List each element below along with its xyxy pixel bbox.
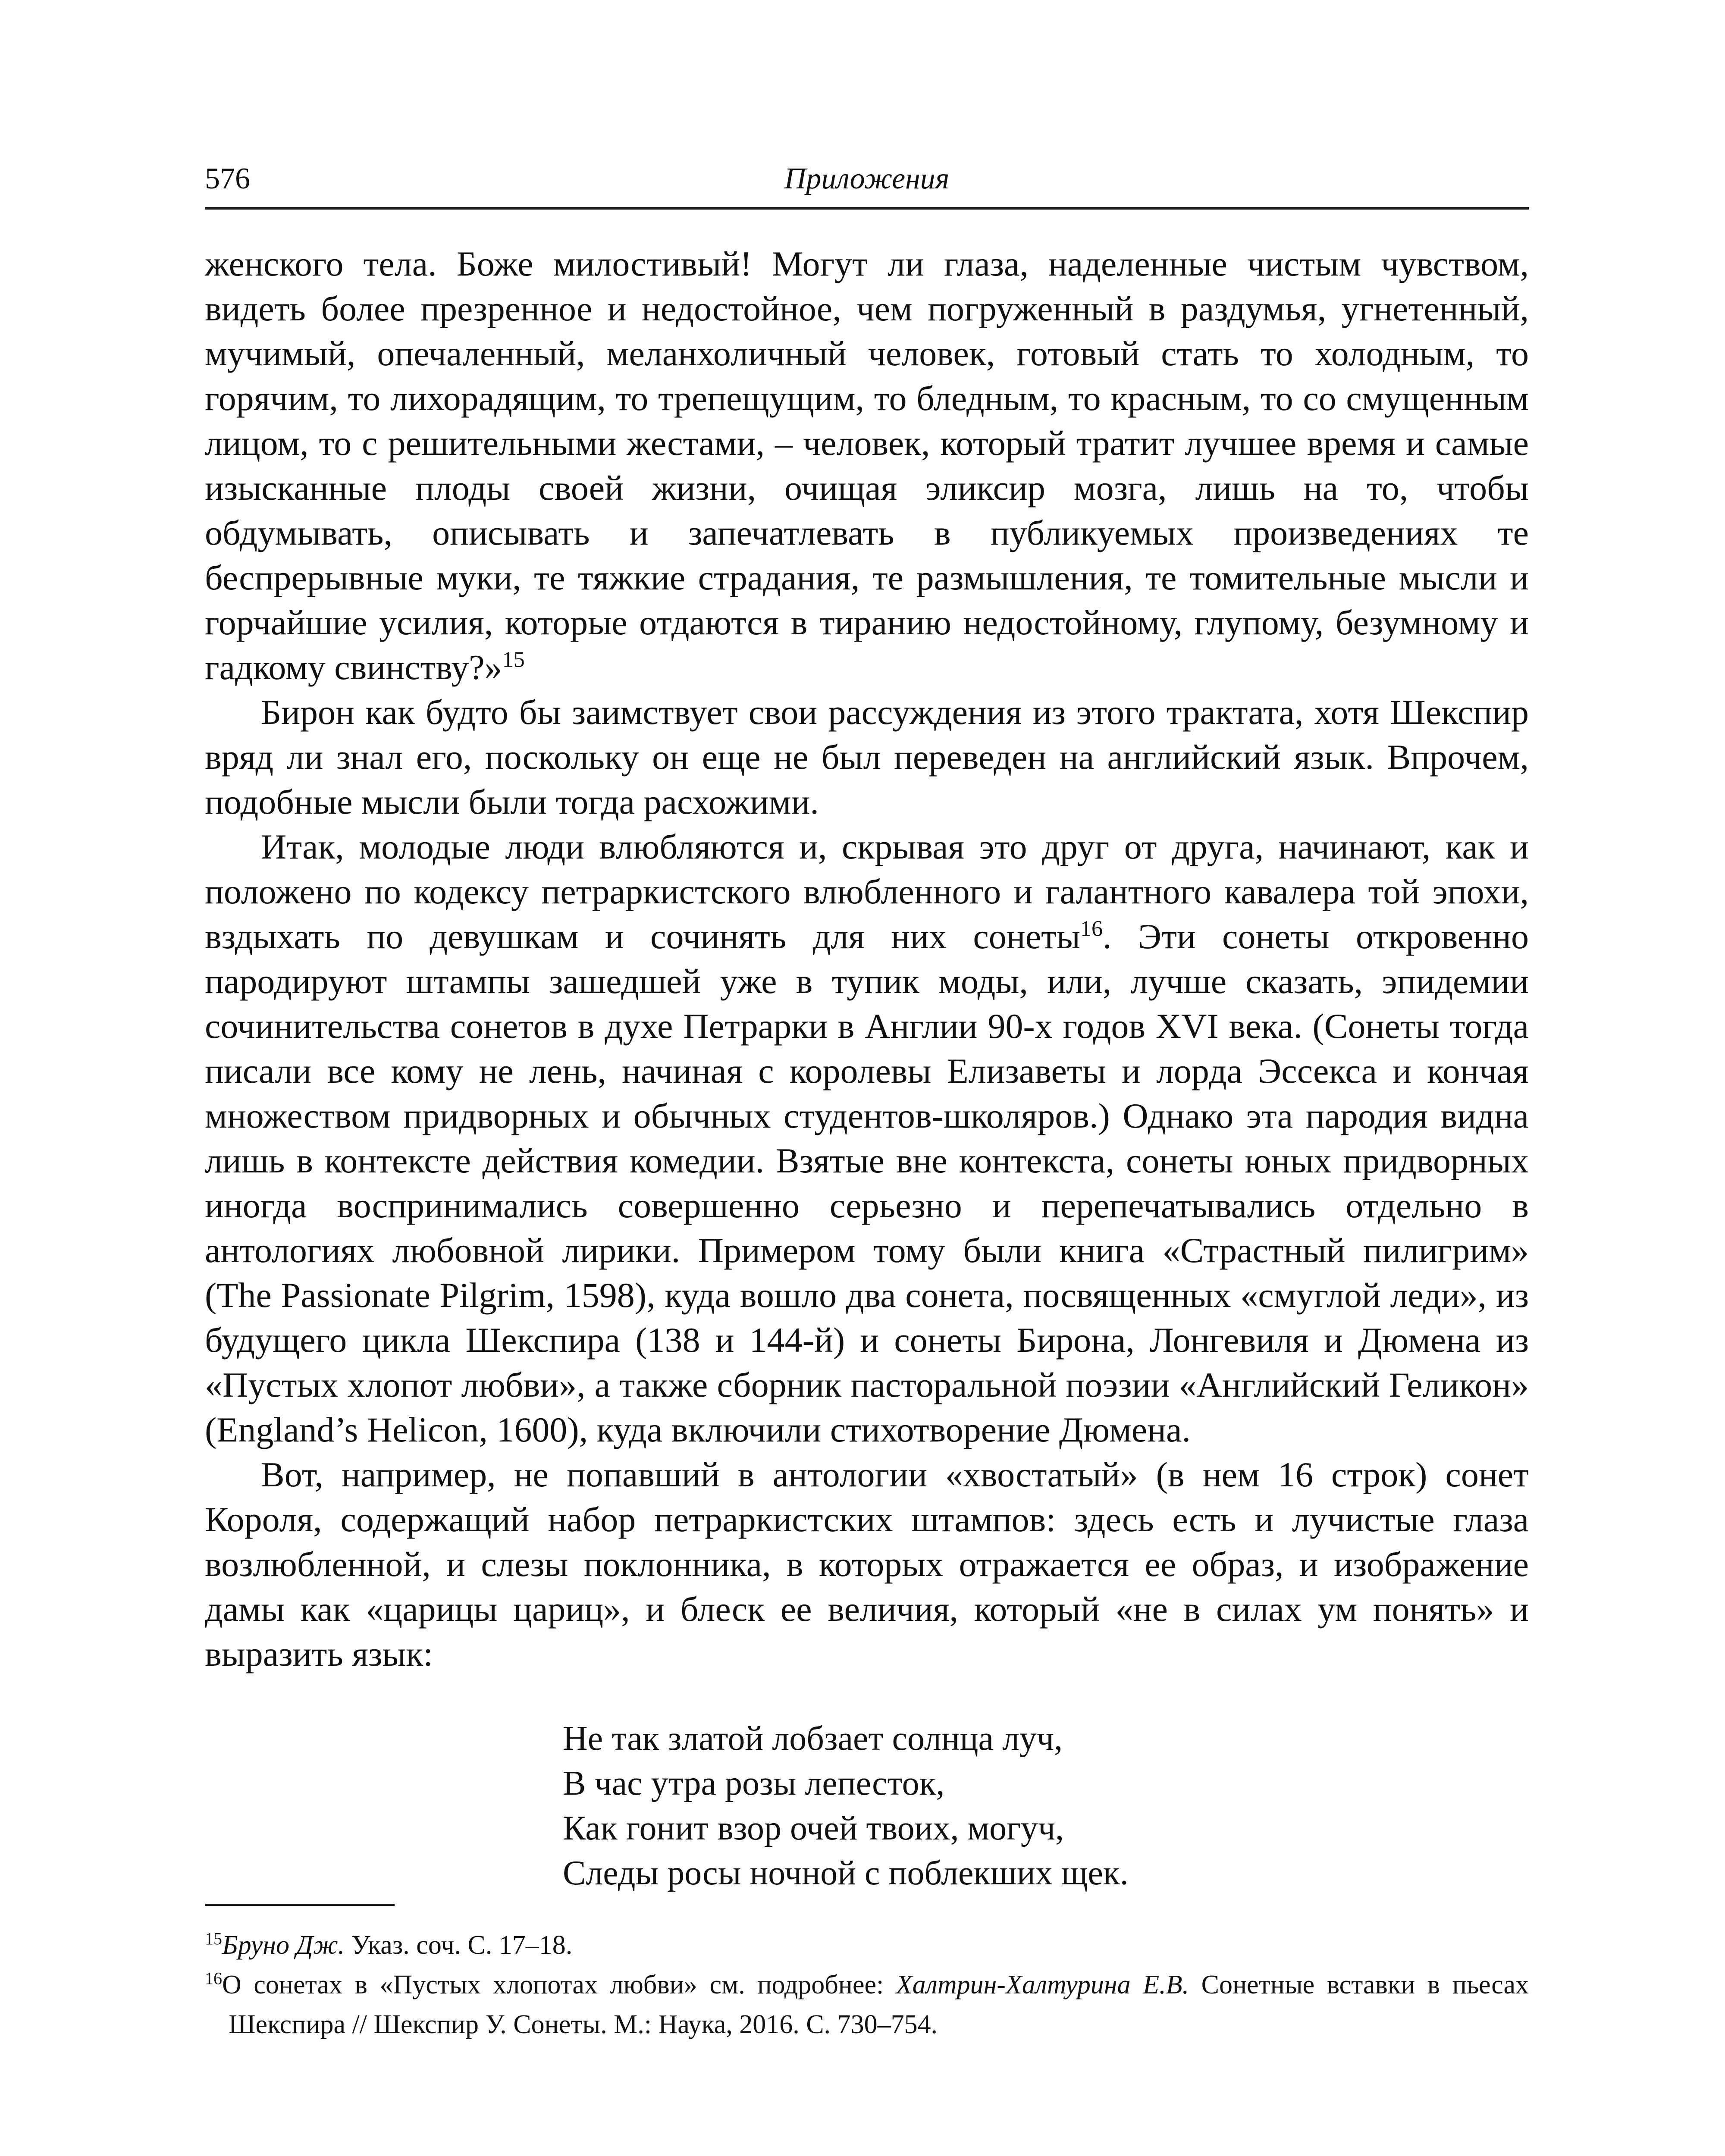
page-header [205, 160, 1529, 210]
paragraph-1 [205, 241, 1529, 690]
paragraph-3-text-b: . Эти сонеты откровенно пародируют штампы зашедшей уже в тупик моды, или, лучше сказать, эпидемии сочинительства сонетов в духе Петрарки в Англии 90-х годов XVI века. (Сонеты тогда писали все кому не лень, начиная с королевы Елизаветы и лорда Эссекса и кончая множеством придворных и обычных студентов-школяров.) Однако эта пародия видна лишь в контексте действия комедии. Взятые вне контекста, сонеты юных придворных иногда воспринимались совершенно серьезно и перепечатывались отдельно в антологиях любовной лирики. Примером тому были книга «Страстный пилигрим» (The Passionate Pilgrim, 1598), куда вошло два сонета, посвященных «смуглой леди», из будущего цикла Шекспира (138 и 144-й) и сонеты Бирона, Лонгевиля и Дюмена из «Пустых хлопот любви», а также сборник пасторальной поэзии «Английский Геликон» (England’s Helicon, 1600), куда включили стихотворение Дюмена. [205, 917, 1529, 1449]
footnote-ref-15: 15 [502, 647, 525, 672]
poem-quote [563, 1716, 1382, 1896]
footnote-ref-16: 16 [1080, 916, 1103, 941]
poem-line-1: Не так златой лобзает солнца луч, [563, 1720, 1063, 1758]
footnote-16-text: Сонетные вставки в пьесах Шекспира // Шекспир У. Сонеты. М.: Наука, 2016. С. 730–754. [229, 1970, 1529, 2039]
running-title: Приложения [784, 162, 950, 195]
footnote-mark-16: 16 [205, 1968, 222, 1988]
paragraph-3-text-a: Итак, молодые люди влюбляются и, скрывая это друг от друга, начинают, как и положено по кодексу петраркистского влюбленного и галантного кавалера той эпохи, вздыхать по девушкам и сочинять для них сонеты [205, 827, 1529, 956]
footnote-15 [205, 1925, 1529, 1965]
poem-line-4: Следы росы ночной с поблекших щек. [563, 1854, 1129, 1892]
footnote-16-pre: О сонетах в «Пустых хлопотах любви» см. подробнее: [222, 1970, 896, 1999]
page-number: 576 [205, 162, 250, 195]
paragraph-3 [205, 824, 1529, 1452]
paragraph-2: Бирон как будто бы заимствует свои рассуждения из этого трактата, хотя Шекспир вряд ли знал его, поскольку он еще не был переведен на английский язык. Впрочем, подобные мысли были тогда расхожими. [205, 693, 1529, 821]
footnote-divider [205, 1904, 395, 1906]
paragraph-1-text: женского тела. Боже милостивый! Могут ли глаза, наделенные чистым чувством, видеть более презренное и недостойное, чем погруженный в раздумья, угнетенный, мучимый, опечаленный, меланхоличный человек, готовый стать то холодным, то горячим, то лихорадящим, то трепещущим, то бледным, то красным, то со смущенным лицом, то с решительными жестами, – человек, который тратит лучшее время и самые изысканные плоды своей жизни, очищая эликсир мозга, лишь на то, чтобы обдумывать, описывать и запечатлевать в публикуемых произведениях те беспрерывные муки, те тяжкие страдания, те размышления, те томительные мысли и горчайшие усилия, которые отдаются в тиранию недостойному, глупому, безумному и гадкому свинству?» [205, 244, 1529, 687]
footnote-mark-15: 15 [205, 1929, 222, 1949]
footnote-15-author: Бруно Дж. [222, 1930, 345, 1960]
footnotes [205, 1925, 1529, 2044]
footnote-16 [205, 1965, 1529, 2044]
poem-line-3: Как гонит взор очей твоих, могуч, [563, 1809, 1064, 1847]
footnote-16-author: Халтрин-Халтурина Е.В. [896, 1970, 1189, 1999]
poem-line-2: В час утра розы лепесток, [563, 1764, 945, 1802]
main-text [205, 241, 1529, 1677]
footnote-15-text: Указ. соч. С. 17–18. [345, 1930, 573, 1960]
paragraph-4: Вот, например, не попавший в антологии «хвостатый» (в нем 16 строк) сонет Короля, содержащий набор петраркистских штампов: здесь есть и лучистые глаза возлюбленной, и слезы поклонника, в которых отражается ее образ, и изображение дамы как «царицы цариц», и блеск ее величия, который «не в силах ум понять» и выразить язык: [205, 1455, 1529, 1673]
